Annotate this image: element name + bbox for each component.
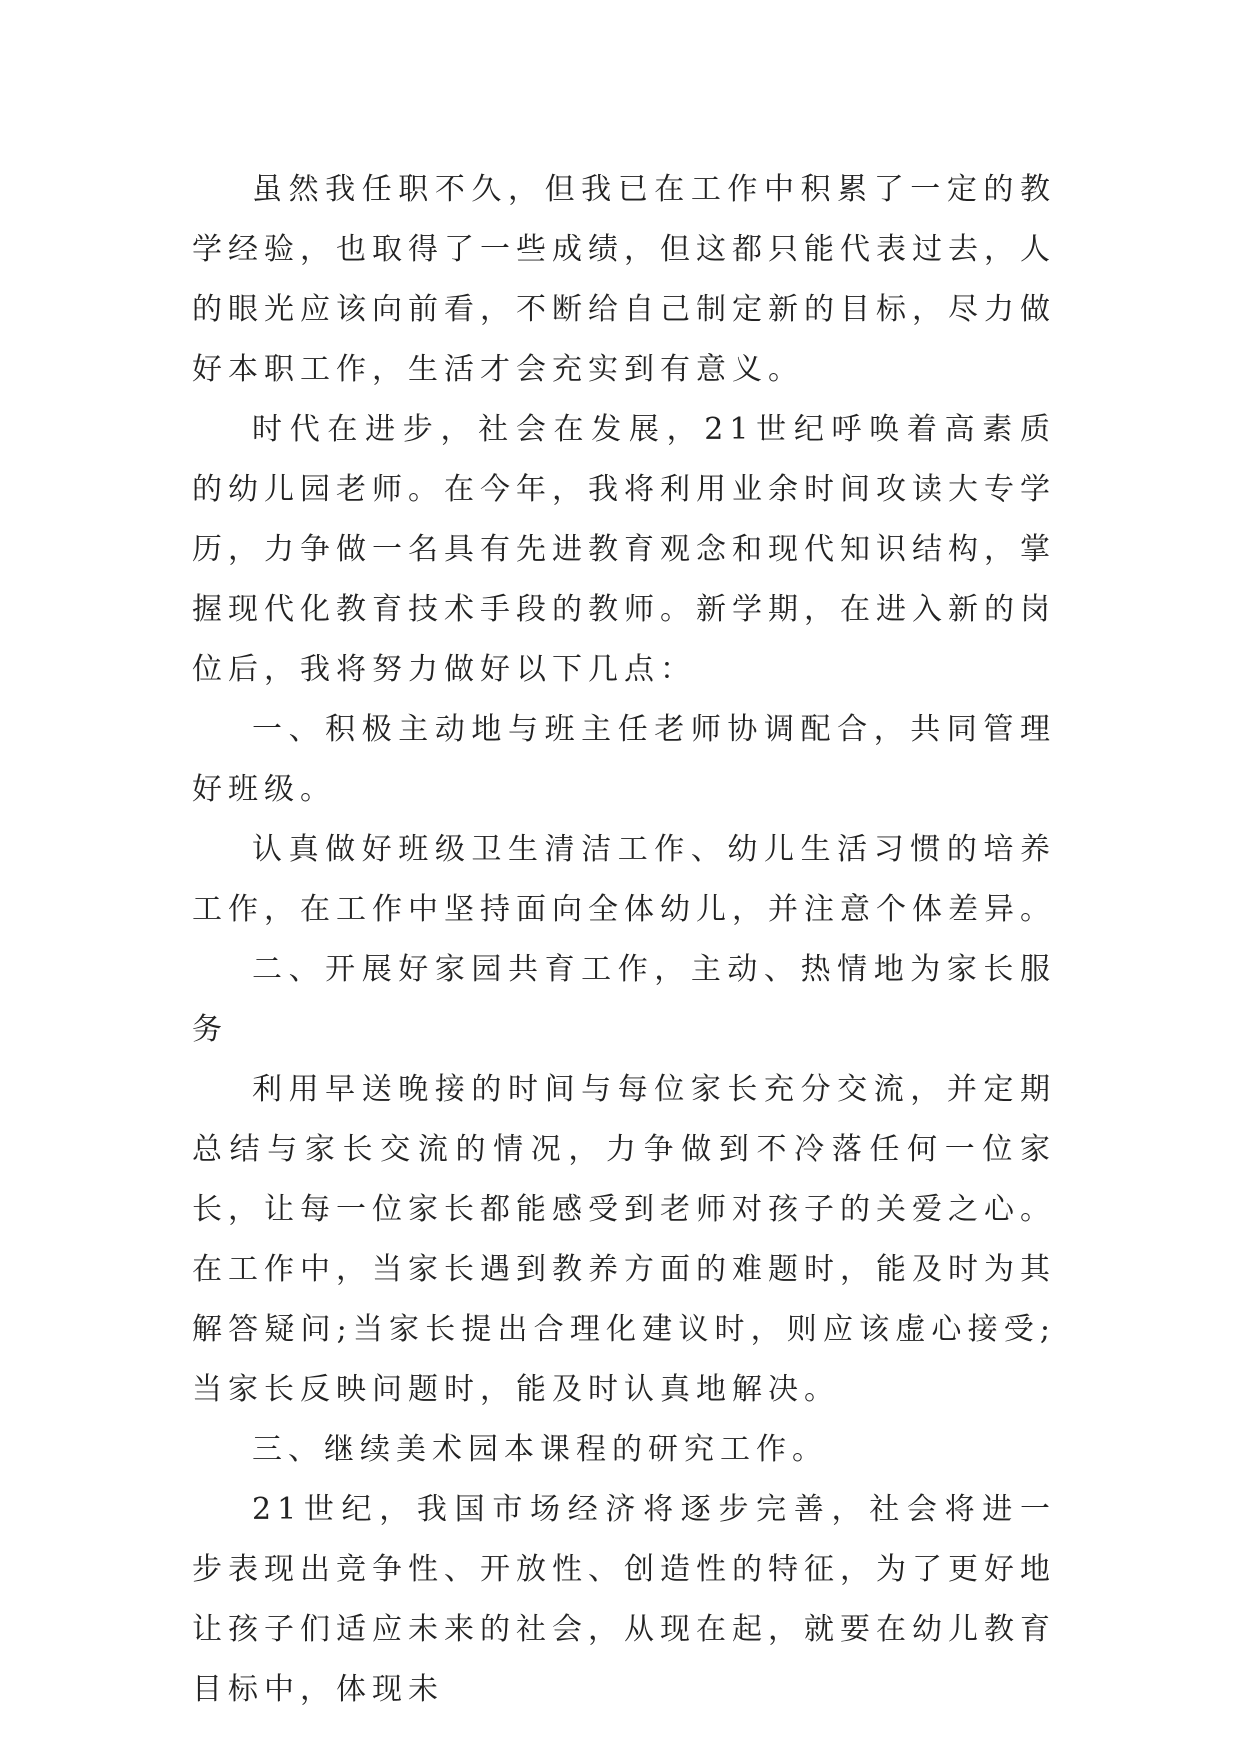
document-body (192, 160, 1056, 1720)
paragraph-7: 三、继续美术园本课程的研究工作。 (252, 1432, 828, 1467)
paragraph-3: 一、积极主动地与班主任老师协调配合，共同管理好班级。 (192, 712, 1056, 807)
paragraph-4: 认真做好班级卫生清洁工作、幼儿生活习惯的培养工作，在工作中坚持面向全体幼儿，并注意个体差异。 (192, 832, 1056, 927)
paragraph-8: 21世纪，我国市场经济将逐步完善，社会将进一步表现出竞争性、开放性、创造性的特征，为了更好地让孩子们适应未来的社会，从现在起，就要在幼儿教育目标中，体现未 (192, 1492, 1056, 1707)
paragraph-1: 虽然我任职不久，但我已在工作中积累了一定的教学经验，也取得了一些成绩，但这都只能代表过去，人的眼光应该向前看，不断给自己制定新的目标，尽力做好本职工作，生活才会充实到有意义。 (192, 172, 1056, 387)
paragraph-2: 时代在进步，社会在发展，21世纪呼唤着高素质的幼儿园老师。在今年，我将利用业余时间攻读大专学历，力争做一名具有先进教育观念和现代知识结构，掌握现代化教育技术手段的教师。新学期，在进入新的岗位后，我将努力做好以下几点： (192, 412, 1056, 687)
paragraph-6: 利用早送晚接的时间与每位家长充分交流，并定期总结与家长交流的情况，力争做到不冷落任何一位家长，让每一位家长都能感受到老师对孩子的关爱之心。在工作中，当家长遇到教养方面的难题时，能及时为其解答疑问;当家长提出合理化建议时，则应该虚心接受;当家长反映问题时，能及时认真地解决。 (192, 1072, 1056, 1407)
paragraph-5: 二、开展好家园共育工作，主动、热情地为家长服务 (192, 952, 1056, 1047)
